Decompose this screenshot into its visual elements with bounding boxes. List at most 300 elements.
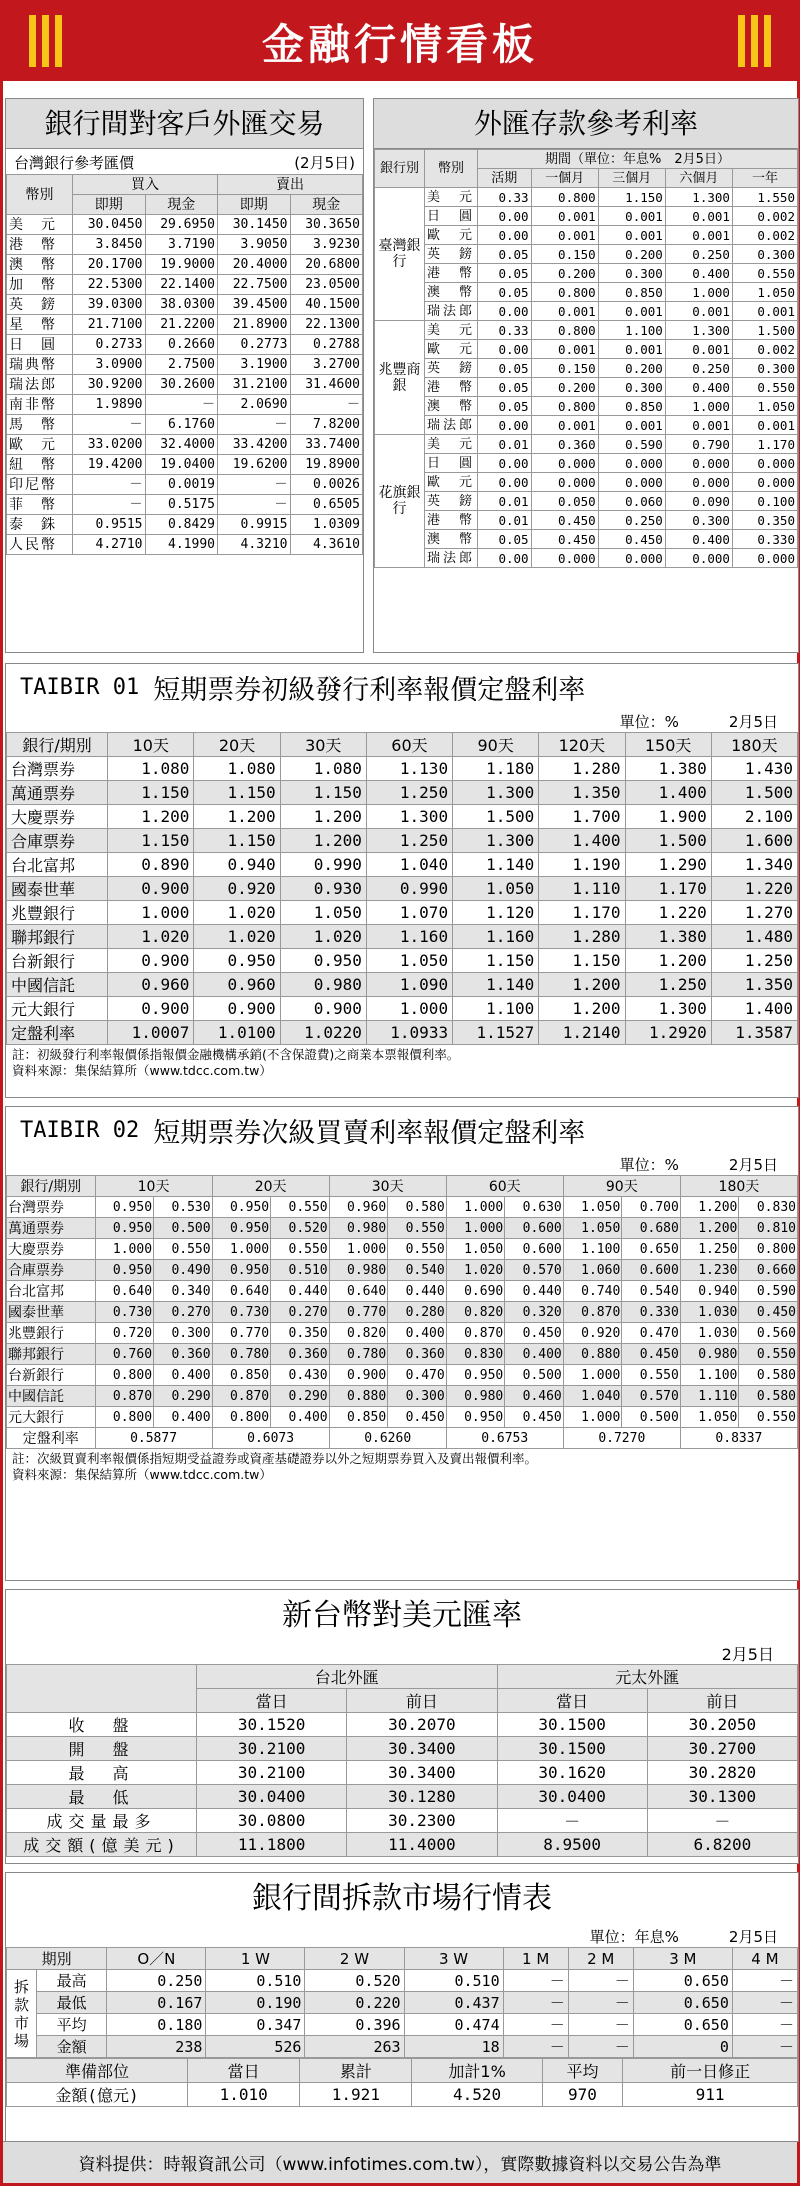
deposit-rate-cell: 0.400: [665, 530, 732, 549]
fx-rate-cell: 3.9230: [290, 235, 363, 255]
interbank-rate-cell: －: [732, 1970, 797, 1992]
deposit-rate-cell: 0.150: [531, 359, 598, 378]
taibir02-source: 資料來源：集保結算所（www.tdcc.com.tw）: [12, 1467, 272, 1482]
taibir02-rate-cell: 1.060: [563, 1260, 622, 1281]
table-row: [7, 805, 798, 829]
taibir01-rate-cell: 1.280: [539, 757, 625, 781]
taibir02-rate-cell: 0.870: [563, 1302, 622, 1323]
table-row: [7, 435, 363, 455]
deposit-rate-cell: 1.300: [665, 321, 732, 340]
deposit-rate-cell: 0.450: [531, 530, 598, 549]
interbank-rate-cell: 0.510: [206, 1970, 305, 1992]
taibir01-rate-cell: 1.040: [366, 853, 452, 877]
table-row: [7, 535, 363, 555]
fx-rate-cell: －: [218, 415, 291, 435]
fx-rate-cell: 3.9050: [218, 235, 291, 255]
taibir02-rate-cell: 0.920: [563, 1323, 622, 1344]
fx-header-buy: 買入: [73, 175, 218, 195]
table-row: [7, 2014, 798, 2036]
deposit-rate-cell: 0.001: [732, 302, 797, 321]
deposit-rate-cell: 0.100: [732, 492, 797, 511]
table-row: [7, 255, 363, 275]
taibir02-rate-cell: 0.300: [154, 1323, 213, 1344]
deposit-currency-name: 港 幣: [425, 511, 478, 530]
table-row: [375, 245, 798, 264]
interbank-rate-cell: 526: [206, 2036, 305, 2058]
taibir02-rate-cell: 0.730: [95, 1302, 154, 1323]
taibir01-rate-cell: 1.300: [453, 829, 539, 853]
taibir02-rate-cell: 0.820: [329, 1323, 388, 1344]
taibir02-rate-cell: 1.110: [680, 1386, 739, 1407]
taibir02-rate-cell: 0.360: [154, 1344, 213, 1365]
fx-title: 銀行間對客戶外匯交易: [6, 99, 363, 149]
taibir02-unit: 單位：%: [619, 1155, 679, 1174]
table-row: [7, 275, 363, 295]
taibir02-rate-cell: 0.740: [563, 1281, 622, 1302]
footer: 資料提供：時報資訊公司（www.infotimes.com.tw），實際數據資料以交易公告為準: [3, 2141, 797, 2183]
taibir01-rate-cell: 1.400: [711, 997, 797, 1021]
taibir02-rate-cell: 0.450: [739, 1302, 798, 1323]
taibir02-rate-cell: 1.000: [95, 1239, 154, 1260]
deposit-rate-cell: 0.090: [665, 492, 732, 511]
table-row: [7, 1992, 798, 2014]
taibir01-rate-cell: 1.020: [280, 925, 366, 949]
fx-rate-cell: 19.8900: [290, 455, 363, 475]
deposit-currency-name: 瑞法郎: [425, 549, 478, 568]
fx-rate-cell: －: [218, 495, 291, 515]
taibir01-rate-cell: 1.200: [539, 973, 625, 997]
taibir01-rate-cell: 1.430: [711, 757, 797, 781]
taibir02-rate-cell: 0.550: [154, 1239, 213, 1260]
ntd-table: [6, 1664, 798, 1857]
taibir02-rate-cell: 1.050: [680, 1407, 739, 1428]
taibir01-rate-cell: 1.900: [625, 805, 711, 829]
taibir02-header: [6, 1107, 798, 1153]
taibir01-rate-cell: 0.950: [280, 949, 366, 973]
taibir02-note: 註：次級買賣利率報價係指短期受益證券或資產基礎證券以外之短期票券買入及賣出報價利率。: [12, 1451, 538, 1466]
fx-rate-cell: 0.9915: [218, 515, 291, 535]
deposit-rate-cell: 0.000: [531, 473, 598, 492]
deposit-currency-name: 澳 幣: [425, 397, 478, 416]
taibir01-bank-name: 台北富邦: [7, 853, 108, 877]
fx-rate-cell: 21.7100: [73, 315, 146, 335]
deposit-rate-cell: 1.000: [665, 397, 732, 416]
ntd-row-label: 最 低: [7, 1785, 197, 1809]
taibir01-header: [6, 664, 798, 710]
taibir02-rate-cell: 0.550: [622, 1365, 681, 1386]
deposit-rate-cell: 0.001: [665, 340, 732, 359]
taibir02-rate-cell: 0.540: [388, 1260, 447, 1281]
deposit-rate-cell: 0.000: [732, 454, 797, 473]
taibir02-rate-cell: 0.550: [739, 1344, 798, 1365]
deposit-rate-cell: 0.300: [732, 245, 797, 264]
taibir02-bank-name: 兆豐銀行: [7, 1323, 96, 1344]
table-row: [375, 435, 798, 454]
ntd-rate-cell: 11.1800: [197, 1833, 347, 1857]
deposit-rate-cell: 0.05: [478, 283, 532, 302]
deposit-header-bank: 銀行別: [375, 150, 425, 188]
taibir02-rate-cell: 0.280: [388, 1302, 447, 1323]
deposit-rate-cell: 0.000: [732, 473, 797, 492]
taibir01-header-col: 150天: [625, 733, 711, 757]
taibir01-rate-cell: 1.290: [625, 853, 711, 877]
ntd-rate-cell: 30.0400: [197, 1785, 347, 1809]
taibir02-rate-cell: 0.400: [271, 1407, 330, 1428]
interbank-date: 2月5日: [728, 1927, 778, 1946]
deposit-rate-cell: 0.05: [478, 264, 532, 283]
taibir01-bank-name: 國泰世華: [7, 877, 108, 901]
taibir01-rate-cell: 1.170: [625, 877, 711, 901]
taibir02-fixing-row: [7, 1428, 798, 1449]
fx-rate-cell: 30.2600: [145, 375, 218, 395]
taibir02-rate-cell: 0.600: [505, 1239, 564, 1260]
taibir02-fixing-cell: 0.7270: [563, 1428, 680, 1449]
taibir01-rate-cell: 1.340: [711, 853, 797, 877]
table-row: [7, 2036, 798, 2058]
deposit-rate-cell: 1.100: [598, 321, 665, 340]
deposit-rate-cell: 0.001: [531, 340, 598, 359]
taibir01-rate-cell: 1.070: [366, 901, 452, 925]
taibir01-rate-cell: 1.080: [280, 757, 366, 781]
interbank-rate-cell: －: [503, 2014, 568, 2036]
taibir02-rate-cell: 0.950: [212, 1218, 271, 1239]
taibir02-rate-cell: 0.870: [446, 1323, 505, 1344]
taibir01-bank-name: 台灣票券: [7, 757, 108, 781]
taibir02-rate-cell: 0.400: [388, 1323, 447, 1344]
fx-rate-cell: 31.4600: [290, 375, 363, 395]
deposit-header-col: 活期: [478, 169, 532, 188]
fx-rate-cell: 20.6800: [290, 255, 363, 275]
table-row: [7, 1344, 798, 1365]
taibir01-rate-cell: 1.200: [108, 805, 194, 829]
taibir02-bank-name: 中國信託: [7, 1386, 96, 1407]
table-row: [375, 549, 798, 568]
interbank-rate-cell: 0.180: [107, 2014, 206, 2036]
table-row: [375, 492, 798, 511]
reserve-header: 前一日修正: [623, 2059, 798, 2083]
interbank-header-col: 3 W: [404, 1948, 503, 1970]
taibir01-unit: 單位：%: [619, 712, 679, 731]
interbank-rate-cell: 0.347: [206, 2014, 305, 2036]
deposit-rate-cell: 1.300: [665, 188, 732, 207]
taibir01-header-col: 120天: [539, 733, 625, 757]
taibir02-rate-cell: 0.500: [154, 1218, 213, 1239]
banner-stripes-right: [738, 15, 771, 67]
taibir02-fixing-cell: 0.6260: [329, 1428, 446, 1449]
taibir01-rate-cell: 1.000: [366, 997, 452, 1021]
deposit-rate-cell: 0.01: [478, 435, 532, 454]
deposit-rate-cell: 1.000: [665, 283, 732, 302]
deposit-currency-name: 歐 元: [425, 473, 478, 492]
deposit-rate-cell: 0.150: [531, 245, 598, 264]
ntd-rate-cell: －: [647, 1809, 797, 1833]
table-row: [7, 1761, 798, 1785]
deposit-rate-cell: 0.001: [665, 302, 732, 321]
taibir02-unit-row: [6, 1153, 798, 1175]
interbank-panel: [5, 1872, 799, 2142]
interbank-rate-cell: 0.474: [404, 2014, 503, 2036]
table-row: [7, 1302, 798, 1323]
fx-currency-name: 歐 元: [7, 435, 73, 455]
table-row: [7, 901, 798, 925]
taibir02-rate-cell: 0.640: [329, 1281, 388, 1302]
deposit-rate-cell: 0.001: [531, 207, 598, 226]
fx-rate-cell: 19.0400: [145, 455, 218, 475]
taibir01-notes: [6, 1045, 798, 1081]
interbank-rate-cell: 0.190: [206, 1992, 305, 2014]
deposit-rate-cell: 0.590: [598, 435, 665, 454]
deposit-rate-cell: 0.050: [531, 492, 598, 511]
reserve-cell: 4.520: [412, 2083, 542, 2107]
ntd-rate-cell: 30.1620: [497, 1761, 647, 1785]
fx-rate-cell: －: [73, 495, 146, 515]
deposit-rate-cell: 0.33: [478, 321, 532, 340]
taibir02-rate-cell: 0.850: [329, 1407, 388, 1428]
taibir01-rate-cell: 1.020: [194, 925, 280, 949]
table-row: [7, 925, 798, 949]
taibir02-bank-name: 台灣票券: [7, 1197, 96, 1218]
taibir01-rate-cell: 2.100: [711, 805, 797, 829]
taibir02-rate-cell: 0.800: [212, 1407, 271, 1428]
deposit-rate-cell: 0.000: [531, 549, 598, 568]
fx-currency-name: 紐 幣: [7, 455, 73, 475]
taibir01-header-col: 30天: [280, 733, 366, 757]
fx-subheader: [6, 149, 363, 174]
table-row: [7, 1833, 798, 1857]
table-row: [7, 1809, 798, 1833]
taibir02-rate-cell: 0.510: [271, 1260, 330, 1281]
ntd-row-label: 開 盤: [7, 1737, 197, 1761]
fx-rate-cell: 23.0500: [290, 275, 363, 295]
deposit-rate-cell: 0.001: [531, 416, 598, 435]
table-row: [7, 455, 363, 475]
taibir01-rate-cell: 1.220: [625, 901, 711, 925]
fx-rate-cell: 31.2100: [218, 375, 291, 395]
deposit-rate-cell: 0.550: [732, 264, 797, 283]
taibir02-rate-cell: 0.550: [739, 1407, 798, 1428]
table-row: [375, 530, 798, 549]
interbank-rate-cell: －: [568, 2036, 633, 2058]
taibir02-rate-cell: 0.780: [329, 1344, 388, 1365]
deposit-rate-cell: 0.001: [598, 226, 665, 245]
table-row: [7, 1260, 798, 1281]
taibir01-note: 註：初級發行利率報價係指報價金融機構承銷(不含保證費)之商業本票報價利率。: [12, 1047, 460, 1062]
table-row: [7, 335, 363, 355]
taibir02-rate-cell: 1.020: [446, 1260, 505, 1281]
taibir01-bank-name: 台新銀行: [7, 949, 108, 973]
ntd-title: 新台幣對美元匯率: [282, 1598, 522, 1633]
reserve-cell: 911: [623, 2083, 798, 2107]
taibir02-rate-cell: 0.600: [622, 1260, 681, 1281]
taibir02-rate-cell: 0.320: [505, 1302, 564, 1323]
deposit-header-currency: 幣別: [425, 150, 478, 188]
interbank-unit: 單位：年息%: [589, 1927, 679, 1946]
fx-rate-cell: 40.1500: [290, 295, 363, 315]
taibir02-rate-cell: 0.400: [505, 1344, 564, 1365]
deposit-rate-cell: 0.000: [598, 473, 665, 492]
table-row: [7, 877, 798, 901]
table-row: [7, 1365, 798, 1386]
taibir02-fixing-label: 定盤利率: [7, 1428, 96, 1449]
taibir02-rate-cell: 0.400: [154, 1365, 213, 1386]
table-row: [375, 302, 798, 321]
table-row: [375, 207, 798, 226]
taibir01-rate-cell: 1.050: [453, 877, 539, 901]
ntd-rate-cell: 30.2100: [197, 1737, 347, 1761]
interbank-header-col: O／N: [107, 1948, 206, 1970]
fx-rate-cell: 3.0900: [73, 355, 146, 375]
taibir02-notes: [6, 1449, 798, 1485]
taibir02-rate-cell: 0.950: [446, 1365, 505, 1386]
page-title: 金融行情看板: [261, 20, 538, 69]
ntd-panel: [5, 1589, 799, 1864]
taibir02-rate-cell: 0.270: [271, 1302, 330, 1323]
taibir02-rate-cell: 1.000: [446, 1218, 505, 1239]
taibir02-rate-cell: 0.430: [271, 1365, 330, 1386]
deposit-rate-cell: 0.05: [478, 397, 532, 416]
table-row: [375, 188, 798, 207]
table-row: [7, 781, 798, 805]
taibir02-rate-cell: 0.460: [505, 1386, 564, 1407]
taibir01-rate-cell: 0.900: [108, 997, 194, 1021]
deposit-rate-cell: 0.05: [478, 359, 532, 378]
taibir02-rate-cell: 1.100: [680, 1365, 739, 1386]
fx-rate-cell: 38.0300: [145, 295, 218, 315]
table-row: [7, 315, 363, 335]
taibir01-header-col: 90天: [453, 733, 539, 757]
deposit-rate-cell: 0.00: [478, 473, 532, 492]
fx-rate-cell: 3.7190: [145, 235, 218, 255]
fx-rate-cell: 19.9000: [145, 255, 218, 275]
taibir02-rate-cell: 0.950: [212, 1260, 271, 1281]
deposit-title: 外匯存款參考利率: [374, 99, 798, 149]
table-row: [7, 1197, 798, 1218]
table-row: [7, 1239, 798, 1260]
table-row: [7, 395, 363, 415]
interbank-row-label: 金額: [37, 2036, 107, 2058]
taibir02-rate-cell: 0.640: [95, 1281, 154, 1302]
ntd-rate-cell: 30.2700: [647, 1737, 797, 1761]
taibir02-rate-cell: 0.980: [329, 1218, 388, 1239]
table-row: [7, 495, 363, 515]
taibir02-rate-cell: 0.300: [388, 1386, 447, 1407]
taibir01-rate-cell: 0.950: [194, 949, 280, 973]
interbank-rate-cell: 0: [633, 2036, 732, 2058]
taibir02-rate-cell: 1.050: [563, 1197, 622, 1218]
interbank-rate-cell: －: [732, 2036, 797, 2058]
taibir01-rate-cell: 1.170: [539, 901, 625, 925]
fx-header-cash: 現金: [290, 195, 363, 215]
table-row: [7, 829, 798, 853]
taibir02-rate-cell: 0.660: [739, 1260, 798, 1281]
deposit-bank-name: 花旗銀行: [375, 435, 425, 568]
deposit-rate-cell: 0.450: [531, 511, 598, 530]
fx-rate-cell: 2.7500: [145, 355, 218, 375]
interbank-rate-cell: 0.437: [404, 1992, 503, 2014]
taibir01-rate-cell: 1.0100: [194, 1021, 280, 1045]
taibir01-unit-row: [6, 710, 798, 732]
fx-rate-cell: 0.2660: [145, 335, 218, 355]
deposit-currency-name: 瑞法郎: [425, 302, 478, 321]
taibir02-fixing-cell: 0.6753: [446, 1428, 563, 1449]
taibir02-rate-cell: 0.270: [154, 1302, 213, 1323]
fx-rate-cell: 21.2200: [145, 315, 218, 335]
fx-rate-cell: －: [145, 395, 218, 415]
taibir02-rate-cell: 0.770: [329, 1302, 388, 1323]
taibir02-rate-cell: 0.760: [95, 1344, 154, 1365]
taibir02-bank-name: 台北富邦: [7, 1281, 96, 1302]
taibir02-rate-cell: 0.630: [505, 1197, 564, 1218]
deposit-table: [374, 149, 798, 568]
taibir02-rate-cell: 1.250: [680, 1239, 739, 1260]
taibir02-rate-cell: 0.450: [388, 1407, 447, 1428]
taibir02-rate-cell: 0.440: [505, 1281, 564, 1302]
table-row: [375, 264, 798, 283]
deposit-rate-cell: 0.000: [598, 549, 665, 568]
taibir02-rate-cell: 0.830: [446, 1344, 505, 1365]
fx-rate-cell: 33.7400: [290, 435, 363, 455]
deposit-rate-cell: 0.300: [665, 511, 732, 530]
taibir01-rate-cell: 0.890: [108, 853, 194, 877]
taibir01-rate-cell: 0.900: [194, 997, 280, 1021]
deposit-rate-cell: 0.060: [598, 492, 665, 511]
taibir02-bank-name: 萬通票券: [7, 1218, 96, 1239]
fx-currency-name: 美 元: [7, 215, 73, 235]
taibir02-rate-cell: 0.880: [563, 1344, 622, 1365]
deposit-rate-cell: 0.000: [665, 454, 732, 473]
deposit-rate-cell: 0.00: [478, 416, 532, 435]
fx-currency-name: 星 幣: [7, 315, 73, 335]
fx-rate-cell: 19.6200: [218, 455, 291, 475]
reserve-header: 加計1%: [412, 2059, 542, 2083]
ntd-header-blank: [7, 1665, 197, 1713]
ntd-rate-cell: 30.1500: [497, 1737, 647, 1761]
deposit-rate-cell: 0.05: [478, 530, 532, 549]
deposit-rate-cell: 0.002: [732, 340, 797, 359]
interbank-header-col: 1 W: [206, 1948, 305, 1970]
taibir02-rate-cell: 0.470: [622, 1323, 681, 1344]
deposit-rate-cell: 0.001: [598, 416, 665, 435]
deposit-rate-cell: 0.300: [598, 378, 665, 397]
fx-rate-cell: 22.1400: [145, 275, 218, 295]
taibir01-code: TAIBIR 01: [20, 674, 140, 700]
deposit-rate-cell: 0.550: [732, 378, 797, 397]
taibir02-rate-cell: 1.030: [680, 1302, 739, 1323]
deposit-rate-cell: 0.400: [665, 264, 732, 283]
taibir02-rate-cell: 0.360: [271, 1344, 330, 1365]
taibir01-rate-cell: 1.150: [108, 781, 194, 805]
taibir01-table: [6, 732, 798, 1045]
deposit-rate-cell: 0.450: [598, 530, 665, 549]
fx-rate-cell: 4.3210: [218, 535, 291, 555]
taibir02-rate-cell: 0.870: [95, 1386, 154, 1407]
fx-rate-cell: 0.0026: [290, 475, 363, 495]
taibir02-title: 短期票券次級買賣利率報價定盤利率: [153, 1117, 586, 1149]
deposit-rate-cell: 0.00: [478, 454, 532, 473]
taibir01-panel: [5, 663, 799, 1098]
taibir01-date: 2月5日: [728, 712, 778, 731]
deposit-rate-cell: 0.00: [478, 226, 532, 245]
taibir02-panel: [5, 1106, 799, 1581]
taibir01-rate-cell: 1.150: [108, 829, 194, 853]
interbank-rate-cell: 0.650: [633, 1992, 732, 2014]
taibir01-rate-cell: 1.280: [539, 925, 625, 949]
fx-rate-cell: 0.2788: [290, 335, 363, 355]
taibir02-rate-cell: 0.560: [739, 1323, 798, 1344]
deposit-rate-cell: 0.400: [665, 378, 732, 397]
deposit-currency-name: 澳 幣: [425, 283, 478, 302]
taibir01-rate-cell: 1.180: [453, 757, 539, 781]
